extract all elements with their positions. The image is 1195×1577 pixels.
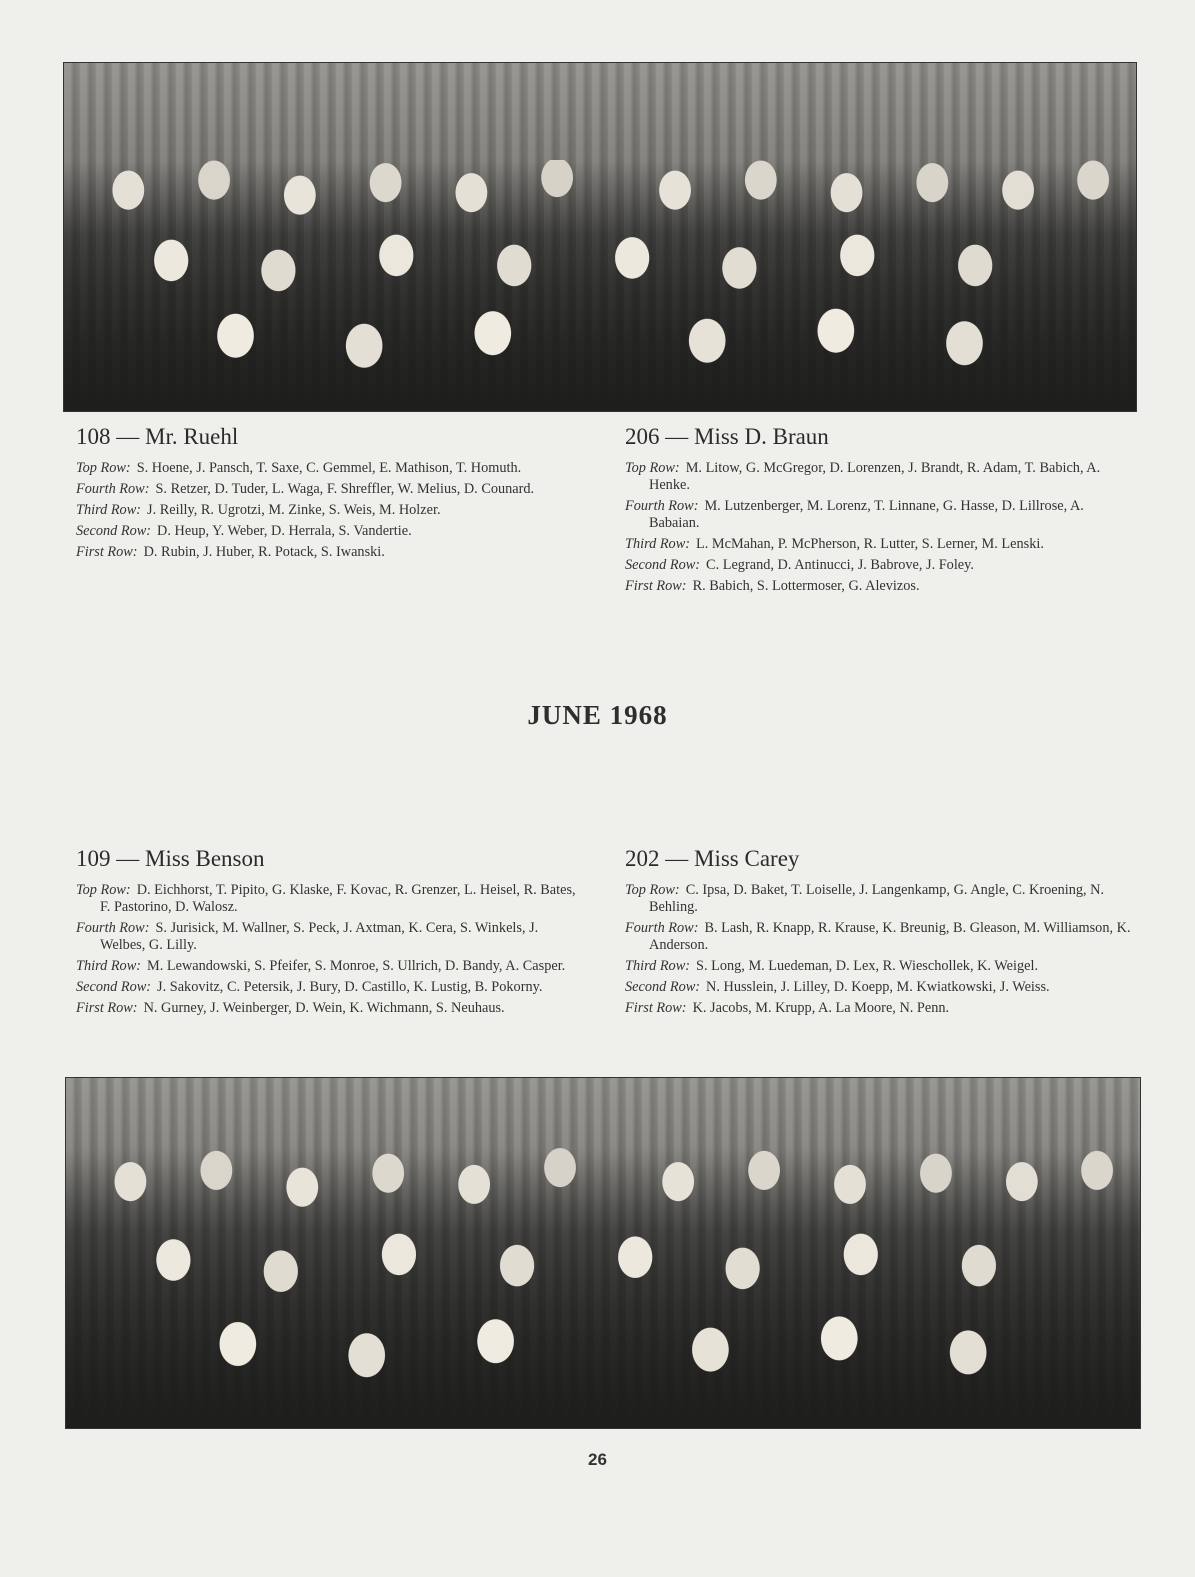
row-third: Third Row: M. Lewandowski, S. Pfeifer, S. Monroe, S. Ullrich, D. Bandy, A. Casper. (76, 958, 566, 974)
class-photo-bottom (65, 1077, 1141, 1429)
page-number: 26 (588, 1450, 607, 1469)
section-rows-202 (625, 882, 1131, 1021)
row-top: Top Row: D. Eichhorst, T. Pipito, G. Klaske, F. Kovac, R. Grenzer, L. Heisel, R. Bates, F. Pastorino, D. Walosz. (76, 882, 576, 915)
class-photo-top (63, 62, 1137, 412)
row-fourth: Fourth Row: S. Jurisick, M. Wallner, S. Peck, J. Axtman, K. Cera, S. Winkels, J. Welbes, G. Lilly. (76, 920, 539, 953)
row-top: Top Row: S. Hoene, J. Pansch, T. Saxe, C. Gemmel, E. Mathison, T. Homuth. (76, 460, 522, 476)
section-heading-202: 202 — Miss Carey (625, 846, 800, 871)
row-first: First Row: K. Jacobs, M. Krupp, A. La Moore, N. Penn. (625, 1000, 950, 1016)
section-heading-206: 206 — Miss D. Braun (625, 424, 829, 449)
row-third: Third Row: S. Long, M. Luedeman, D. Lex, R. Wieschollek, K. Weigel. (625, 958, 1039, 974)
row-fourth: Fourth Row: M. Lutzenberger, M. Lorenz, T. Linnane, G. Hasse, D. Lillrose, A. Babaian. (625, 498, 1084, 531)
row-first: First Row: R. Babich, S. Lottermoser, G. Alevizos. (625, 578, 920, 594)
row-third: Third Row: J. Reilly, R. Ugrotzi, M. Zinke, S. Weis, M. Holzer. (76, 502, 441, 518)
row-second: Second Row: D. Heup, Y. Weber, D. Herrala, S. Vandertie. (76, 523, 412, 539)
section-rows-109 (76, 882, 578, 1021)
row-first: First Row: D. Rubin, J. Huber, R. Potack, S. Iwanski. (76, 544, 385, 560)
row-third: Third Row: L. McMahan, P. McPherson, R. Lutter, S. Lerner, M. Lenski. (625, 536, 1044, 552)
row-fourth: Fourth Row: S. Retzer, D. Tuder, L. Waga, F. Shreffler, W. Melius, D. Counard. (76, 481, 535, 497)
row-top: Top Row: C. Ipsa, D. Baket, T. Loiselle, J. Langenkamp, G. Angle, C. Kroening, N. Behling. (625, 882, 1105, 915)
row-second: Second Row: J. Sakovitz, C. Petersik, J. Bury, D. Castillo, K. Lustig, B. Pokorny. (76, 979, 543, 995)
row-fourth: Fourth Row: B. Lash, R. Knapp, R. Krause, K. Breunig, B. Gleason, M. Williamson, K. Anderson. (625, 920, 1131, 953)
students-group (66, 1148, 1140, 1428)
section-heading-109: 109 — Miss Benson (76, 846, 265, 871)
section-rows-108 (76, 460, 578, 565)
row-first: First Row: N. Gurney, J. Weinberger, D. Wein, K. Wichmann, S. Neuhaus. (76, 1000, 505, 1016)
row-top: Top Row: M. Litow, G. McGregor, D. Lorenzen, J. Brandt, R. Adam, T. Babich, A. Henke. (625, 460, 1101, 493)
section-heading-108: 108 — Mr. Ruehl (76, 424, 239, 449)
row-second: Second Row: N. Husslein, J. Lilley, D. Koepp, M. Kwiatkowski, J. Weiss. (625, 979, 1050, 995)
section-rows-206 (625, 460, 1131, 599)
row-second: Second Row: C. Legrand, D. Antinucci, J. Babrove, J. Foley. (625, 557, 974, 573)
page-title: JUNE 1968 (527, 700, 668, 730)
students-group (64, 160, 1136, 411)
